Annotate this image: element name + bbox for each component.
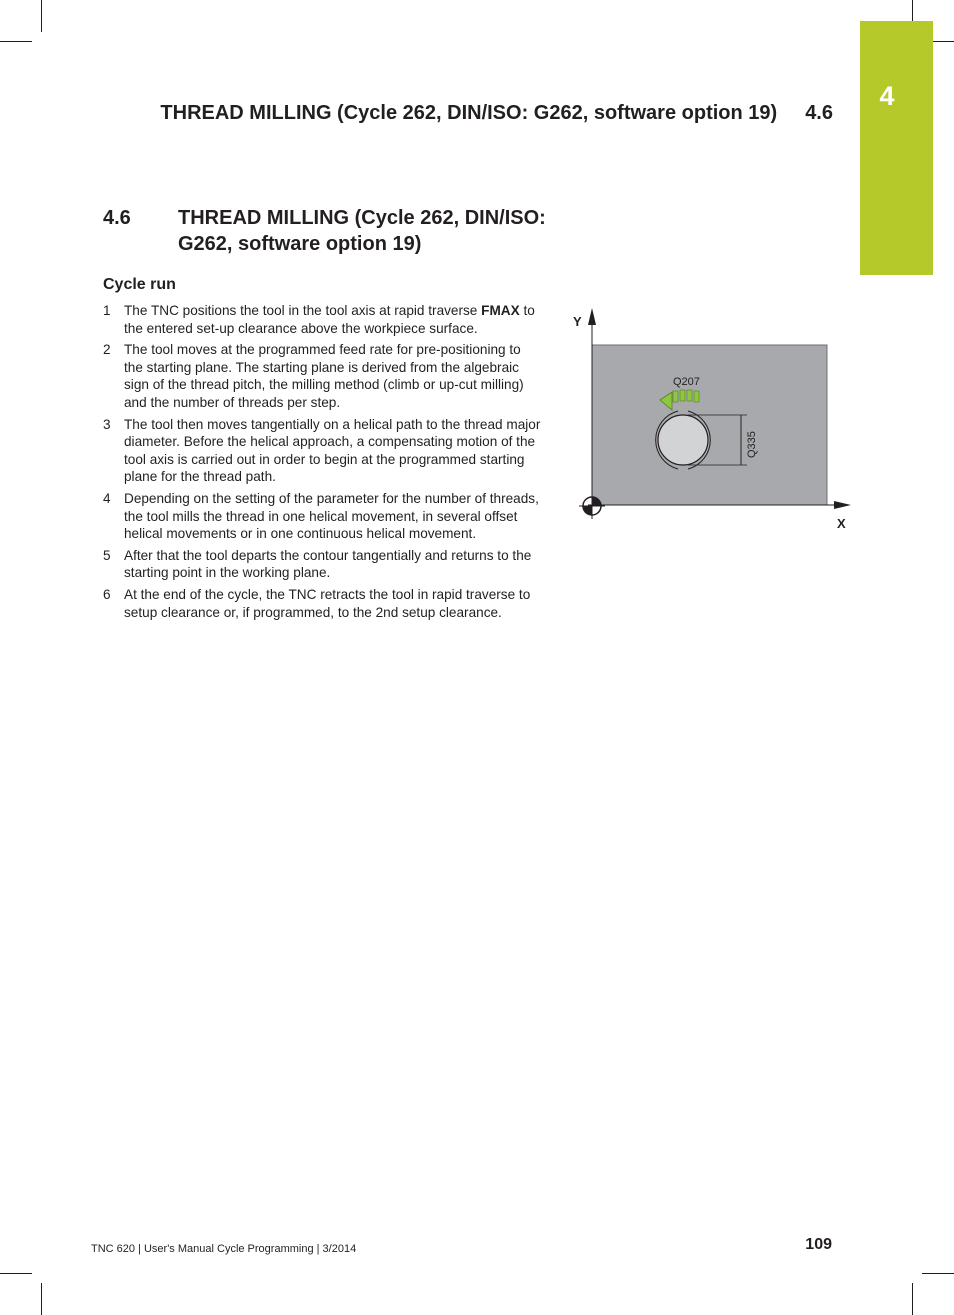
chapter-number: 4 [879,81,895,111]
list-item [103,416,543,486]
list-item [103,586,543,621]
step-text: to the entered set-up clearance above the workpiece surface. [124,303,535,336]
step-text: At the end of the cycle, the TNC retracts the tool in rapid traverse to setup clearance or, if programmed, to the 2nd setup clearance. [124,586,531,620]
cycle-steps-list [103,302,543,625]
step-text: Depending on the setting of the parameter for the number of threads, the tool mills the thread in one helical movement, in several offset helical movements or in one continuous helical movement. [124,490,539,542]
step-text: The TNC positions the tool in the tool axis at rapid traverse [124,303,482,318]
x-axis-label: X [837,516,846,531]
list-item [103,341,543,411]
running-head-section: 4.6 [805,102,833,124]
step-text: The tool then moves tangentially on a helical path to the thread major diameter. Before the helical approach, a compensating motion of the tool axis is carried out in order to begin at the programmed starting plane for the thread path. [124,416,541,485]
workpiece [592,345,827,505]
step-number: 3 [103,416,111,432]
crop-mark [41,0,42,32]
list-item [103,547,543,582]
tool-circle [658,415,708,465]
step-number: 5 [103,547,111,563]
step-number: 2 [103,342,111,358]
subheading-cycle-run: Cycle run [103,276,176,293]
x-axis-arrow [834,501,851,509]
page-number: 109 [805,1236,832,1253]
thread-milling-figure [570,305,860,535]
crop-mark [41,1283,42,1315]
step-number: 1 [103,303,111,318]
running-head [160,102,833,125]
q335-label: Q335 [746,431,758,458]
step-number: 6 [103,586,111,602]
crop-mark [922,1273,954,1274]
step-text: The tool moves at the programmed feed rate for pre-positioning to the starting plane. The starting plane is derived from the algebraic sign of the thread pitch, the milling method (climb or up-cut milling) and the number of threads per step. [124,342,524,410]
q207-label: Q207 [673,376,700,388]
step-text: After that the tool departs the contour tangentially and returns to the starting point in the working plane. [124,547,532,581]
list-item [103,302,543,337]
chapter-tab [860,21,933,275]
footer-text: TNC 620 | User's Manual Cycle Programming | 3/2014 [91,1243,357,1255]
section-title-line1: THREAD MILLING (Cycle 262, DIN/ISO: [178,207,546,229]
list-item [103,490,543,543]
crop-mark [912,1283,913,1315]
running-head-title: THREAD MILLING (Cycle 262, DIN/ISO: G262, software option 19) [160,102,778,124]
y-axis-arrow [588,308,596,325]
crop-mark [0,41,32,42]
section-heading [103,205,573,257]
section-number: 4.6 [103,207,131,229]
y-axis-label: Y [573,314,582,329]
section-title-line2: G262, software option 19) [178,233,422,255]
step-number: 4 [103,490,111,506]
step-keyword: FMAX [481,303,520,318]
crop-mark [0,1273,32,1274]
